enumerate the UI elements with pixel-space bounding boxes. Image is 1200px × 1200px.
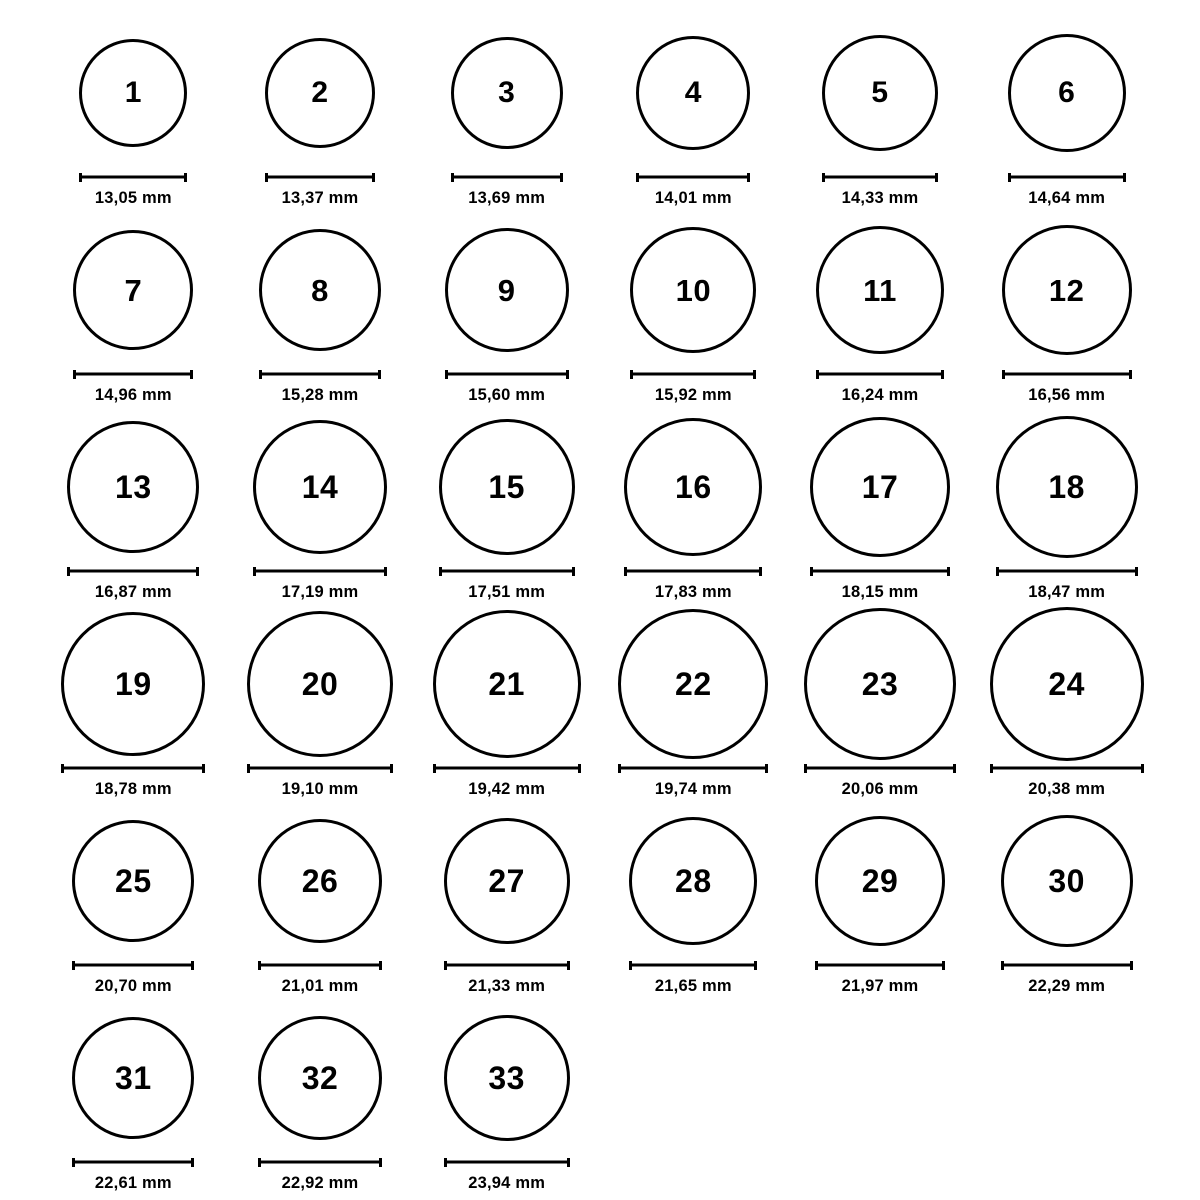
- ring-circle-wrapper: [810, 408, 950, 566]
- ring-size-number: 27: [488, 863, 525, 899]
- ring-circle: [265, 38, 375, 148]
- ring-diameter-label: 14,64 mm: [1028, 189, 1106, 207]
- measure-bar-icon: [445, 370, 569, 379]
- ring-size-cell[interactable]: [413, 14, 600, 211]
- measure-bar-icon: [624, 567, 762, 576]
- measure-bar-icon: [1008, 173, 1126, 182]
- ring-size-number: 8: [311, 272, 329, 308]
- ring-circle-wrapper: [990, 605, 1144, 763]
- ring-size-number: 31: [115, 1060, 152, 1096]
- ring-diameter-label: 20,70 mm: [94, 977, 172, 995]
- measure-bar-row: [624, 566, 762, 576]
- ring-circle-wrapper: [624, 408, 762, 566]
- measure-bar-icon: [629, 961, 757, 970]
- measure-bar-icon: [258, 1158, 382, 1167]
- ring-size-cell[interactable]: [40, 408, 227, 605]
- ring-circle-wrapper: [439, 408, 575, 566]
- ring-circle-wrapper: [804, 605, 956, 763]
- measure-bar-icon: [636, 173, 750, 182]
- measure-bar-row: [259, 369, 381, 379]
- ring-circle: [636, 36, 750, 150]
- ring-size-cell[interactable]: [40, 605, 227, 802]
- measure-bar-icon: [265, 173, 375, 182]
- ring-circle-wrapper: [258, 802, 382, 960]
- measure-bar-icon: [259, 370, 381, 379]
- ring-circle-wrapper: [630, 211, 756, 369]
- ring-circle: [445, 228, 569, 352]
- ring-circle-wrapper: [445, 211, 569, 369]
- measure-bar-row: [1002, 369, 1132, 379]
- ring-circle: [1002, 225, 1132, 355]
- ring-size-cell[interactable]: [40, 211, 227, 408]
- ring-circle-wrapper: [1002, 211, 1132, 369]
- ring-diameter-label: 19,74 mm: [654, 780, 732, 798]
- ring-circle: [72, 1017, 194, 1139]
- ring-size-cell[interactable]: [787, 14, 974, 211]
- ring-size-cell[interactable]: [787, 605, 974, 802]
- ring-size-number: 32: [301, 1060, 339, 1096]
- ring-circle: [630, 227, 756, 353]
- ring-circle: [624, 418, 762, 556]
- ring-circle: [804, 608, 956, 760]
- ring-size-number: 25: [115, 863, 152, 899]
- ring-diameter-label: 19,42 mm: [468, 780, 546, 798]
- ring-diameter-label: 18,47 mm: [1028, 583, 1106, 601]
- ring-size-cell[interactable]: [413, 408, 600, 605]
- ring-circle: [816, 226, 944, 354]
- ring-circle: [822, 35, 938, 151]
- ring-circle: [253, 420, 387, 554]
- ring-size-cell[interactable]: [227, 408, 414, 605]
- ring-size-number: 5: [871, 76, 889, 109]
- ring-diameter-label: 20,06 mm: [841, 780, 919, 798]
- ring-diameter-label: 17,83 mm: [654, 583, 732, 601]
- ring-circle: [996, 416, 1138, 558]
- ring-size-number: 19: [115, 666, 152, 702]
- ring-size-cell[interactable]: [787, 211, 974, 408]
- ring-circle-wrapper: [253, 408, 387, 566]
- measure-bar-row: [444, 1157, 570, 1167]
- ring-diameter-label: 13,37 mm: [281, 189, 359, 207]
- ring-circle: [72, 820, 194, 942]
- ring-size-number: 29: [861, 863, 899, 899]
- ring-size-cell[interactable]: [600, 14, 787, 211]
- ring-size-number: 9: [497, 272, 516, 308]
- ring-circle: [1008, 34, 1126, 152]
- ring-size-cell[interactable]: [787, 408, 974, 605]
- ring-size-number: 20: [301, 666, 339, 702]
- ring-size-number: 12: [1048, 272, 1085, 308]
- ring-size-number: 4: [684, 76, 702, 109]
- ring-size-number: 1: [124, 76, 142, 109]
- ring-circle-wrapper: [247, 605, 393, 763]
- measure-bar-row: [253, 566, 387, 576]
- ring-size-cell[interactable]: [413, 802, 600, 999]
- ring-circle-wrapper: [73, 211, 193, 369]
- measure-bar-row: [629, 960, 757, 970]
- ring-circle: [258, 1016, 382, 1140]
- ring-size-number: 23: [861, 666, 899, 702]
- ring-circle: [73, 230, 193, 350]
- ring-diameter-label: 22,29 mm: [1028, 977, 1106, 995]
- measure-bar-row: [61, 763, 205, 773]
- ring-circle-wrapper: [72, 999, 194, 1157]
- measure-bar-icon: [451, 173, 563, 182]
- ring-circle-wrapper: [72, 802, 194, 960]
- ring-size-cell[interactable]: [227, 802, 414, 999]
- ring-size-cell[interactable]: [973, 605, 1160, 802]
- measure-bar-row: [1001, 960, 1133, 970]
- ring-size-cell[interactable]: [227, 211, 414, 408]
- measure-bar-row: [79, 172, 187, 182]
- measure-bar-icon: [247, 764, 393, 773]
- ring-circle: [810, 417, 950, 557]
- measure-bar-icon: [618, 764, 768, 773]
- ring-size-number: 18: [1048, 469, 1085, 505]
- measure-bar-icon: [630, 370, 756, 379]
- ring-size-cell[interactable]: [413, 999, 600, 1196]
- measure-bar-row: [72, 1157, 194, 1167]
- ring-circle: [451, 37, 563, 149]
- ring-size-cell[interactable]: [973, 408, 1160, 605]
- ring-circle-wrapper: [61, 605, 205, 763]
- ring-size-cell[interactable]: [227, 605, 414, 802]
- ring-size-number: 17: [861, 469, 899, 505]
- ring-size-number: 21: [488, 666, 525, 702]
- ring-size-cell[interactable]: [227, 14, 414, 211]
- ring-circle-wrapper: [444, 802, 570, 960]
- measure-bar-row: [258, 1157, 382, 1167]
- ring-circle: [247, 611, 393, 757]
- ring-circle: [815, 816, 945, 946]
- ring-size-number: 24: [1048, 666, 1085, 702]
- ring-circle: [79, 39, 187, 147]
- measure-bar-row: [433, 763, 581, 773]
- ring-diameter-label: 15,28 mm: [281, 386, 359, 404]
- ring-diameter-label: 15,60 mm: [468, 386, 546, 404]
- ring-size-number: 3: [498, 76, 516, 109]
- ring-size-cell[interactable]: [413, 605, 600, 802]
- ring-diameter-label: 18,78 mm: [94, 780, 172, 798]
- ring-circle: [433, 610, 581, 758]
- measure-bar-icon: [996, 567, 1138, 576]
- ring-diameter-label: 14,01 mm: [654, 189, 732, 207]
- ring-size-number: 30: [1048, 863, 1085, 899]
- ring-size-cell[interactable]: [227, 999, 414, 1196]
- measure-bar-row: [444, 960, 570, 970]
- measure-bar-row: [996, 566, 1138, 576]
- measure-bar-icon: [990, 764, 1144, 773]
- measure-bar-icon: [810, 567, 950, 576]
- measure-bar-icon: [444, 1158, 570, 1167]
- measure-bar-icon: [1001, 961, 1133, 970]
- ring-circle-wrapper: [629, 802, 757, 960]
- measure-bar-row: [67, 566, 199, 576]
- ring-circle-wrapper: [67, 408, 199, 566]
- ring-circle: [444, 818, 570, 944]
- measure-bar-row: [822, 172, 938, 182]
- ring-size-cell[interactable]: [600, 211, 787, 408]
- ring-diameter-label: 21,97 mm: [841, 977, 919, 995]
- measure-bar-icon: [258, 961, 382, 970]
- ring-size-cell[interactable]: [787, 802, 974, 999]
- ring-size-number: 28: [675, 863, 712, 899]
- ring-size-number: 11: [863, 272, 897, 308]
- ring-circle-wrapper: [636, 14, 750, 172]
- measure-bar-icon: [72, 1158, 194, 1167]
- measure-bar-icon: [439, 567, 575, 576]
- ring-diameter-label: 16,56 mm: [1028, 386, 1106, 404]
- measure-bar-row: [451, 172, 563, 182]
- measure-bar-row: [445, 369, 569, 379]
- measure-bar-row: [247, 763, 393, 773]
- measure-bar-icon: [79, 173, 187, 182]
- measure-bar-row: [630, 369, 756, 379]
- ring-diameter-label: 20,38 mm: [1028, 780, 1106, 798]
- ring-diameter-label: 13,69 mm: [468, 189, 546, 207]
- ring-circle: [258, 819, 382, 943]
- measure-bar-icon: [815, 961, 945, 970]
- ring-size-number: 15: [488, 469, 525, 505]
- ring-circle: [61, 612, 205, 756]
- ring-circle-wrapper: [1008, 14, 1126, 172]
- measure-bar-row: [990, 763, 1144, 773]
- ring-circle-wrapper: [816, 211, 944, 369]
- ring-circle-wrapper: [433, 605, 581, 763]
- measure-bar-icon: [1002, 370, 1132, 379]
- measure-bar-icon: [61, 764, 205, 773]
- ring-diameter-label: 22,61 mm: [94, 1174, 172, 1192]
- ring-diameter-label: 17,19 mm: [281, 583, 359, 601]
- ring-diameter-label: 18,15 mm: [841, 583, 919, 601]
- ring-size-cell[interactable]: [973, 14, 1160, 211]
- ring-diameter-label: 16,87 mm: [94, 583, 172, 601]
- ring-circle: [259, 229, 381, 351]
- ring-circle-wrapper: [815, 802, 945, 960]
- ring-size-cell[interactable]: [600, 802, 787, 999]
- ring-diameter-label: 14,96 mm: [94, 386, 172, 404]
- ring-circle-wrapper: [451, 14, 563, 172]
- ring-size-number: 7: [124, 272, 143, 308]
- ring-size-cell[interactable]: [600, 408, 787, 605]
- ring-diameter-label: 21,01 mm: [281, 977, 359, 995]
- measure-bar-row: [804, 763, 956, 773]
- ring-diameter-label: 17,51 mm: [468, 583, 546, 601]
- ring-circle: [67, 421, 199, 553]
- measure-bar-row: [636, 172, 750, 182]
- measure-bar-row: [258, 960, 382, 970]
- ring-size-number: 2: [311, 76, 329, 109]
- ring-size-number: 14: [301, 469, 339, 505]
- ring-size-number: 13: [115, 469, 152, 505]
- ring-diameter-label: 23,94 mm: [468, 1174, 546, 1192]
- ring-size-cell[interactable]: [600, 605, 787, 802]
- ring-size-cell[interactable]: [413, 211, 600, 408]
- measure-bar-row: [73, 369, 193, 379]
- ring-diameter-label: 19,10 mm: [281, 780, 359, 798]
- measure-bar-icon: [253, 567, 387, 576]
- ring-circle-wrapper: [258, 999, 382, 1157]
- measure-bar-row: [816, 369, 944, 379]
- ring-size-cell[interactable]: [40, 14, 227, 211]
- ring-circle: [1001, 815, 1133, 947]
- ring-circle-wrapper: [822, 14, 938, 172]
- ring-diameter-label: 21,65 mm: [654, 977, 732, 995]
- ring-diameter-label: 21,33 mm: [468, 977, 546, 995]
- measure-bar-icon: [816, 370, 944, 379]
- ring-diameter-label: 14,33 mm: [841, 189, 919, 207]
- measure-bar-icon: [72, 961, 194, 970]
- measure-bar-row: [810, 566, 950, 576]
- ring-diameter-label: 15,92 mm: [654, 386, 732, 404]
- ring-size-number: 26: [301, 863, 339, 899]
- ring-diameter-label: 22,92 mm: [281, 1174, 359, 1192]
- ring-circle-wrapper: [444, 999, 570, 1157]
- ring-circle-wrapper: [618, 605, 768, 763]
- ring-circle: [629, 817, 757, 945]
- ring-size-cell[interactable]: [973, 211, 1160, 408]
- ring-circle: [618, 609, 768, 759]
- ring-circle: [444, 1015, 570, 1141]
- ring-size-cell[interactable]: [40, 802, 227, 999]
- ring-circle: [990, 607, 1144, 761]
- ring-size-grid: [40, 0, 1160, 1196]
- measure-bar-row: [1008, 172, 1126, 182]
- measure-bar-icon: [67, 567, 199, 576]
- ring-diameter-label: 13,05 mm: [94, 189, 172, 207]
- ring-size-number: 22: [675, 666, 712, 702]
- measure-bar-icon: [73, 370, 193, 379]
- measure-bar-icon: [804, 764, 956, 773]
- ring-circle-wrapper: [996, 408, 1138, 566]
- ring-size-number: 6: [1058, 76, 1076, 109]
- measure-bar-row: [72, 960, 194, 970]
- measure-bar-icon: [444, 961, 570, 970]
- measure-bar-row: [618, 763, 768, 773]
- ring-circle-wrapper: [1001, 802, 1133, 960]
- ring-diameter-label: 16,24 mm: [841, 386, 919, 404]
- measure-bar-icon: [822, 173, 938, 182]
- ring-size-number: 16: [675, 469, 712, 505]
- measure-bar-icon: [433, 764, 581, 773]
- ring-circle-wrapper: [79, 14, 187, 172]
- ring-circle-wrapper: [259, 211, 381, 369]
- ring-size-number: 10: [675, 272, 712, 308]
- ring-size-cell[interactable]: [40, 999, 227, 1196]
- ring-size-cell[interactable]: [973, 802, 1160, 999]
- ring-circle-wrapper: [265, 14, 375, 172]
- measure-bar-row: [265, 172, 375, 182]
- measure-bar-row: [439, 566, 575, 576]
- ring-size-number: 33: [488, 1060, 525, 1096]
- ring-circle: [439, 419, 575, 555]
- measure-bar-row: [815, 960, 945, 970]
